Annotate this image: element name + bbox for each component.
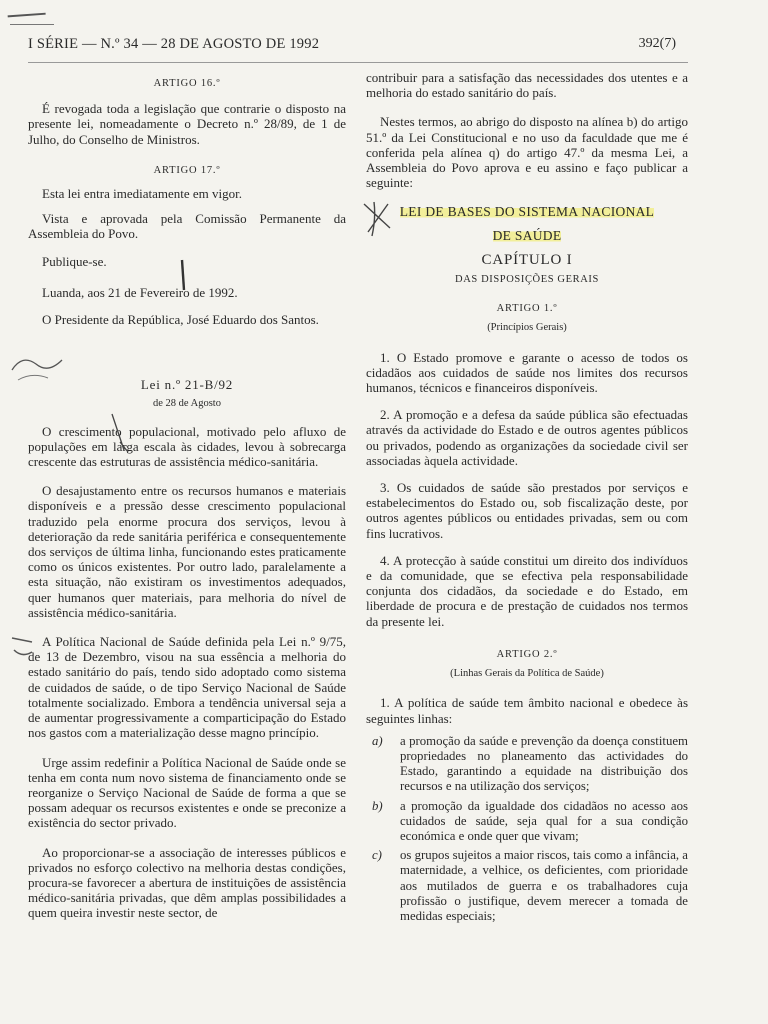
article-paragraph: 2. A promoção e a defesa da saúde pública são efectuadas através da actividade do Estado e de outros agentes públicos ou privados, podendo as organizações da sociedade civil ser associadas àquela actividade.	[366, 407, 688, 468]
publish-text: Publique-se.	[42, 253, 107, 269]
continued-paragraph: contribuir para a satisfação das necessidades dos utentes e a melhoria do estado sanitário do país.	[366, 70, 688, 101]
chapter-heading: CAPÍTULO I	[481, 251, 573, 268]
pen-mark	[8, 13, 47, 28]
list-item	[366, 799, 688, 845]
law-title-line: LEI DE BASES DO SISTEMA NACIONAL	[399, 204, 655, 220]
article-paragraph: 1. A política de saúde tem âmbito nacional e obedece às seguintes linhas:	[366, 695, 688, 726]
place-date: Luanda, aos 21 de Fevereiro de 1992.	[42, 284, 238, 300]
article-heading: ARTIGO 1.º	[496, 303, 558, 315]
pen-mark	[10, 24, 54, 25]
right-column	[366, 70, 688, 924]
article-subheading: (Princípios Gerais)	[487, 322, 567, 334]
article-text: Esta lei entra imediatamente em vigor.	[42, 186, 242, 202]
article-heading: ARTIGO 2.º	[496, 648, 558, 660]
list-item-text: a promoção da igualdade dos cidadãos no acesso aos cuidados de saúde, seja qual for a sua condição económica e onde quer que vivam;	[400, 798, 688, 843]
list-item-text: a promoção da saúde e prevenção da doença constituem propriedades no planeamento das actividades do Estado, garantindo a equidade na distribuição dos recursos e na utilização dos serviços;	[400, 733, 688, 794]
list-item-label: a)	[372, 733, 383, 748]
law-title	[366, 228, 688, 243]
list-item-label: b)	[372, 798, 383, 813]
chapter-subheading: DAS DISPOSIÇÕES GERAIS	[455, 274, 599, 286]
law-title-line: DE SAÚDE	[492, 227, 562, 243]
article-paragraph: 4. A protecção à saúde constitui um direito dos indivíduos e da comunidade, que se efectiva pela responsabilidade conjunta dos cidadãos, da sociedade e do Estado, em liberdade de procura e de prestação de cuidados nos termos da presente lei.	[366, 552, 688, 629]
law-title	[366, 204, 688, 219]
preamble-paragraph: O crescimento populacional, motivado pelo afluxo de populações em larga escala às cidades, levou à sobrecarga crescente das estruturas de assistência médico-sanitária.	[28, 423, 346, 470]
page-header	[28, 36, 676, 60]
list-item-label: c)	[372, 848, 382, 863]
article-heading: ARTIGO 16.º	[153, 78, 221, 89]
article-text: É revogada toda a legislação que contrarie o disposto na presente lei, nomeadamente o Decreto n.º 28/89, de 1 de Julho, do Conselho de Ministros.	[28, 101, 346, 147]
list-item	[366, 848, 688, 924]
president-signature: O Presidente da República, José Eduardo dos Santos.	[42, 312, 319, 328]
article-heading: ARTIGO 17.º	[153, 164, 221, 176]
preamble-paragraph: Ao proporcionar-se a associação de interesses públicos e privados no esforço colectivo na melhoria destas condições, procura-se favorecer a abertura de instituições de assistência médico-sanitária privadas, que dêm amplas possibilidades a quem queira investir neste sector, de	[28, 844, 346, 921]
preamble-paragraph: A Política Nacional de Saúde definida pela Lei n.º 9/75, de 13 de Dezembro, visou na sua essência a melhoria do estado sanitário do país, tendo sido adoptado como sistema de cuidados de saúde, o de tipo Serviço Nacional de Saúde totalmente socializado. Embora a tendência universal seja a de aumentar progressivamente a comparticipação do Estado nos gastos com a materialização desse magno princípio.	[28, 634, 346, 741]
left-column	[28, 70, 346, 921]
law-date: de 28 de Agosto	[153, 398, 221, 410]
enactment-paragraph: Nestes termos, ao abrigo do disposto na alínea b) do artigo 51.º da Lei Constitucional e no uso da faculdade que me é conferida pela alínea q) do artigo 47.º da mesma Lei, a Assembleia do Povo aprova e eu assino e faço publicar a seguinte:	[366, 114, 688, 191]
article-subheading: (Linhas Gerais da Política de Saúde)	[450, 668, 604, 680]
article-paragraph: 1. O Estado promove e garante o acesso de todos os cidadãos aos cuidados de saúde nos limites dos recursos humanos, técnicos e financeiros disponíveis.	[366, 349, 688, 396]
law-number: Lei n.º 21-B/92	[140, 377, 234, 393]
series-line: I SÉRIE — N.º 34 — 28 DE AGOSTO DE 1992	[28, 36, 320, 52]
preamble-paragraph: Urge assim redefinir a Política Nacional de Saúde onde se tenha em conta num novo sistema de financiamento onde se reorganize o Serviço Nacional de Saúde de forma a que se possam adequar os recursos existentes e onde se preconize a existência do sector privado.	[28, 754, 346, 831]
page-number: 392(7)	[638, 36, 676, 51]
list-item	[366, 734, 688, 795]
header-rule	[28, 62, 688, 63]
list-item-text: os grupos sujeitos a maior riscos, tais como a infância, a maternidade, a velhice, os deficientes, com prioridade aos mutilados de guerra e os trabalhadores cuja profissão o justifique, devem merecer a tomada de medidas especiais;	[400, 848, 688, 923]
article-paragraph: 3. Os cuidados de saúde são prestados por serviços e estabelecimentos do Estado ou, sob fiscalização deste, por outros agentes públicos ou entidades privadas, sem ou com fins lucrativos.	[366, 480, 688, 541]
preamble-paragraph: O desajustamento entre os recursos humanos e materiais disponíveis e a pressão desse crescimento populacional traduzido pela enorme procura dos serviços, levou à deterioração da rede sanitária periférica e consequentemente dos serviços de última linha, funcionando estes praticamente como os únicos existentes. Por outro lado, paralelamente a esta situação, não existiram os investimentos adequados, quer humanos quer materiais, para melhoria do nível de assistência médico-sanitária.	[28, 483, 346, 620]
approval-text: Vista e aprovada pela Comissão Permanente da Assembleia do Povo.	[28, 211, 346, 242]
